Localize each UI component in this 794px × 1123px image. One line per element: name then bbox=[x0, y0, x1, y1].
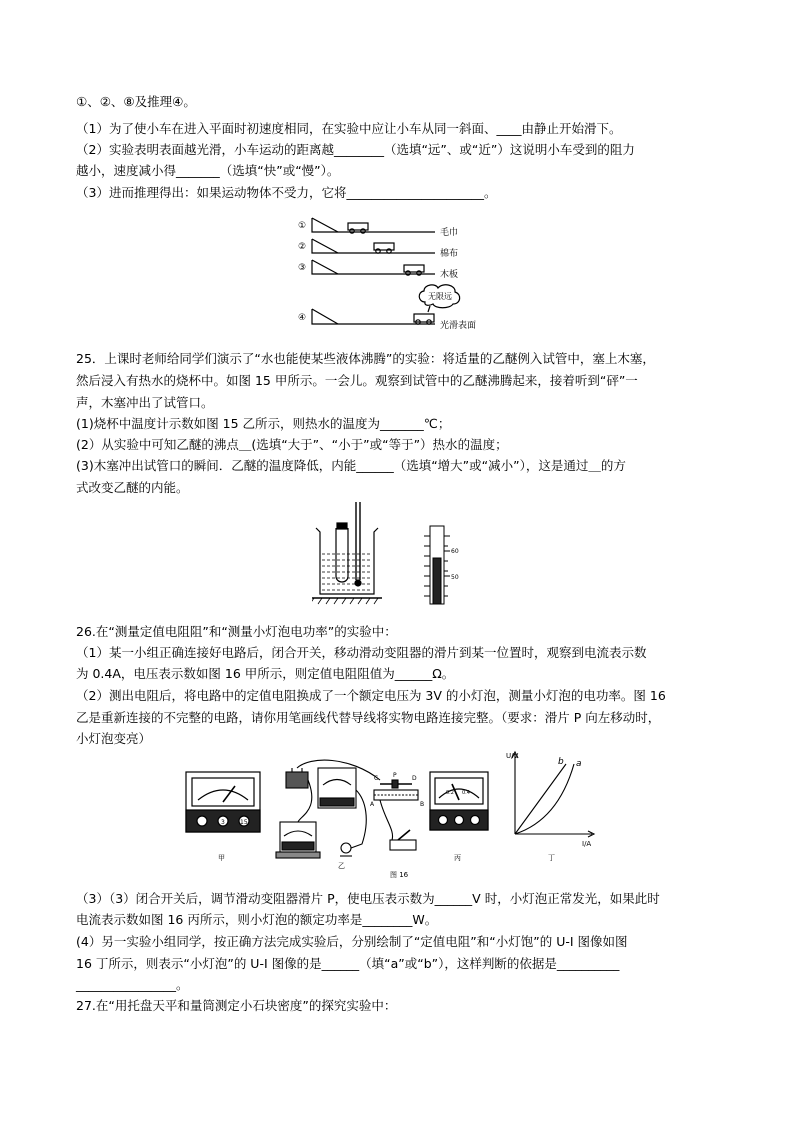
sec26-q2-line2: 乙是重新连接的不完整的电路，请你用笔画线代替导线将实物电路连接完整。（要求：滑片 P 向左移动时， bbox=[76, 710, 661, 725]
sec25-q3-line1: (3)木塞冲出试管口的瞬间．乙醚的温度降低，内能______（选填“增大”或“减小”），这是通过＿的方 bbox=[76, 458, 626, 473]
sec24-intro: ①、②、⑧及推理④。 bbox=[76, 94, 196, 109]
sec25-q1: (1)烧杯中温度计示数如图 15 乙所示，则热水的温度为_______℃； bbox=[76, 416, 451, 431]
sec25-q2: (2）从实验中可知乙醚的沸点＿(选填“大于”、“小于”或“等于”）热水的温度； bbox=[76, 437, 508, 452]
sec26-q4-line3: ________________。 bbox=[76, 977, 189, 992]
sec26-q2-line3: 小灯泡变亮） bbox=[76, 731, 152, 746]
rheostat-label-d: D bbox=[412, 775, 417, 782]
surface-board: 木板 bbox=[440, 270, 459, 280]
curve-b-label: b bbox=[558, 757, 564, 767]
thermometer-reading-figure bbox=[414, 524, 466, 608]
sec26-q4-line2: 16 丁所示，则表示“小灯泡”的 U-I 图像的是______（填“a”或“b”），这样判断的依据是__________ bbox=[76, 956, 620, 971]
sec24-q2-line1: （2）实验表明表面越光滑，小车运动的距离越________（选填“远”、或“近”）这说明小车受到的阻力 bbox=[76, 142, 635, 157]
sec26-q4-line1: (4）另一实验小组同学，按正确方法完成实验后，分别绘制了“定值电阻”和“小灯饱”的 U-I 图像如图 bbox=[76, 934, 628, 949]
row-label-1: ① bbox=[298, 221, 307, 231]
sec25-p1: 25．上课时老师给同学们演示了“水也能使某些液体沸腾”的实验：将适量的乙醚例入试管中，塞上木塞， bbox=[76, 351, 655, 366]
circuit-figure-16 bbox=[180, 750, 600, 880]
surface-towel: 毛巾 bbox=[440, 228, 459, 238]
voltmeter-terminal-3: 3 bbox=[221, 819, 225, 826]
ammeter-scale-04: 0.4 bbox=[462, 790, 470, 796]
sec26-q1-line1: （1）某一小组正确连接好电路后，闭合开关，移动滑动变阻器的滑片到某一位置时，观察到电流表示数 bbox=[76, 645, 647, 660]
curve-a-label: a bbox=[576, 759, 582, 769]
caption-yi: 乙 bbox=[338, 862, 345, 870]
row-label-4: ④ bbox=[298, 313, 307, 323]
row-label-3: ③ bbox=[298, 263, 307, 273]
incline-experiment-figure bbox=[290, 212, 510, 338]
thermo-tick-60: 60 bbox=[451, 548, 459, 555]
row-label-2: ② bbox=[298, 242, 307, 252]
sec26-q2-line1: （2）测出电阻后，将电路中的定值电阻换成了一个额定电压为 3V 的小灯泡，测量小灯泡的电功率。图 16 bbox=[76, 688, 666, 703]
cloud-text: 无限远 bbox=[428, 292, 452, 301]
sec26-q1-line2: 为 0.4A，电压表示数如图 16 甲所示，则定值电阻阻值为______Ω。 bbox=[76, 666, 455, 681]
sec27-p1: 27.在“用托盘天平和量筒测定小石块密度”的探究实验中： bbox=[76, 998, 397, 1013]
voltmeter-terminal-15: 15 bbox=[240, 819, 248, 826]
rheostat-label-a: A bbox=[370, 801, 375, 808]
rheostat-label-c: C bbox=[374, 775, 379, 782]
sec26-q3-line1: （3）（3）闭合开关后，调节滑动变阻器滑片 P，使电压表示数为______V 时，小灯泡正常发光，如果此时 bbox=[76, 891, 660, 906]
rheostat-label-p: P bbox=[393, 772, 397, 779]
sec24-q3: （3）进而推理得出：如果运动物体不受力，它将______________________。 bbox=[76, 185, 497, 200]
ammeter-scale-02: 0.2 bbox=[446, 790, 454, 796]
surface-smooth: 光滑表面 bbox=[440, 321, 477, 331]
graph-x-label: I/A bbox=[582, 840, 592, 848]
graph-y-label: U/V bbox=[506, 752, 519, 760]
caption-jia: 甲 bbox=[218, 854, 225, 862]
sec26-q3-line2: 电流表示数如图 16 丙所示，则小灯泡的额定功率是________W。 bbox=[76, 912, 438, 927]
surface-cotton: 棉布 bbox=[440, 249, 459, 259]
figure-16-caption: 图 16 bbox=[390, 871, 409, 879]
sec25-p2: 然后浸入有热水的烧杯中。如图 15 甲所示。一会儿。观察到试管中的乙醚沸腾起来，接着听到“砰”一 bbox=[76, 373, 638, 388]
caption-bing: 丙 bbox=[454, 854, 461, 862]
sec24-q1: （1）为了使小车在进入平面时初速度相同，在实验中应让小车从同一斜面、____由静止开始滑下。 bbox=[76, 121, 622, 136]
thermo-tick-50: 50 bbox=[451, 574, 459, 581]
caption-ding: 丁 bbox=[548, 854, 555, 862]
sec26-p1: 26.在“测量定值电阻阻”和“测量小灯泡电功率”的实验中： bbox=[76, 624, 397, 639]
sec25-p3: 声，木塞冲出了试管口。 bbox=[76, 395, 214, 410]
sec24-q2-line2: 越小，速度减小得_______（选填“快”或“慢”）。 bbox=[76, 163, 340, 178]
beaker-figure bbox=[312, 498, 384, 608]
sec25-q3-line2: 式改变乙醚的内能。 bbox=[76, 480, 189, 495]
rheostat-label-b: B bbox=[420, 801, 425, 808]
